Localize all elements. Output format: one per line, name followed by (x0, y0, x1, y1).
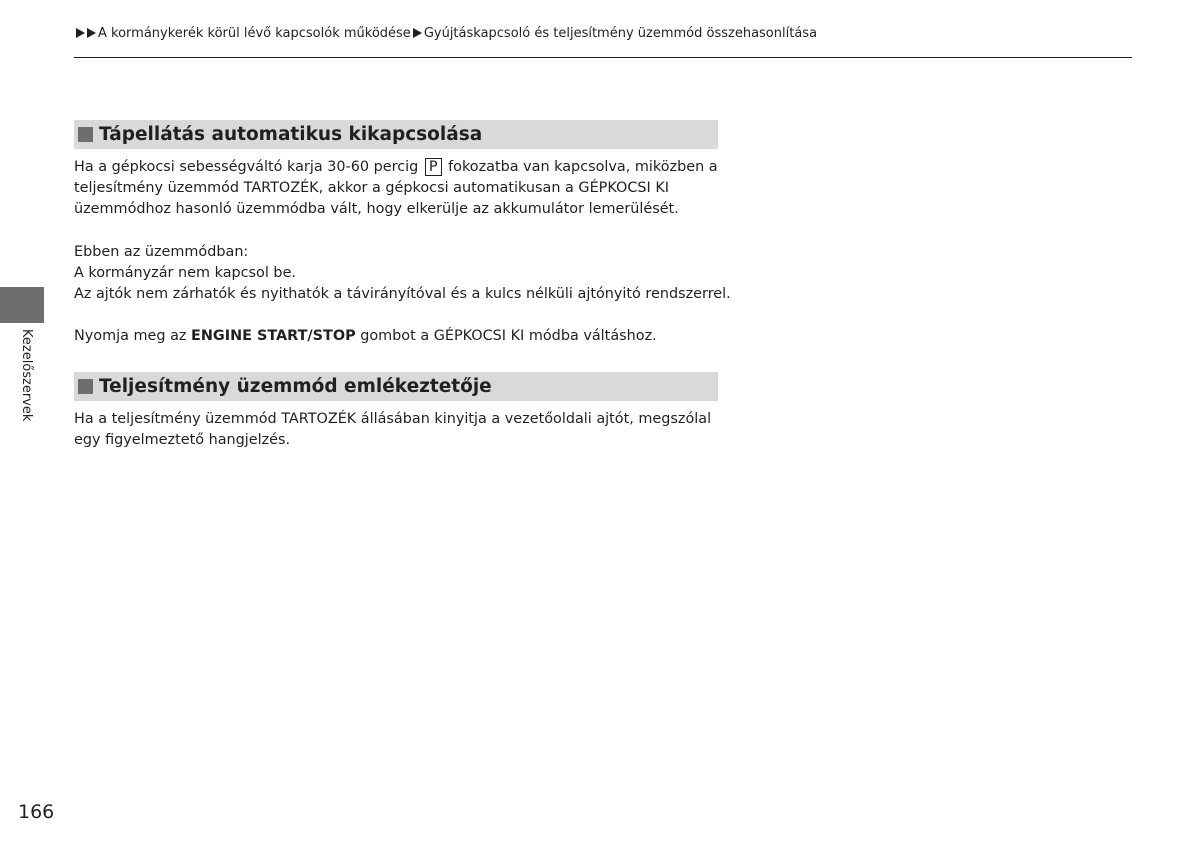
gear-position-p-icon: P (425, 158, 442, 176)
double-arrow-icon (76, 28, 85, 38)
paragraph-line: A kormányzár nem kapcsol be. (74, 264, 296, 281)
paragraph-line: Ebben az üzemmódban: (74, 243, 249, 260)
section-power-mode-reminder (74, 372, 718, 451)
breadcrumb-item-1: A kormánykerék körül lévő kapcsolók működése (98, 26, 411, 41)
paragraph-line: Az ajtók nem zárhatók és nyithatók a távirányítóval és a kulcs nélküli ajtónyitó rendszerrel. (74, 286, 731, 303)
paragraph-line (74, 157, 718, 178)
paragraph-line: egy figyelmeztető hangjelzés. (74, 432, 291, 449)
paragraph-line: üzemmódhoz hasonló üzemmódba vált, hogy elkerülje az akkumulátor lemerülését. (74, 201, 679, 218)
header-divider (74, 57, 1132, 58)
text-run: gombot a GÉPKOCSI KI módba váltáshoz. (360, 328, 657, 345)
text-run: fokozatba van kapcsolva, miközben a (448, 159, 718, 175)
paragraph-line (74, 326, 718, 347)
chapter-tab (0, 287, 44, 323)
section-body (74, 157, 731, 347)
chapter-label: Kezelőszervek (19, 329, 34, 422)
arrow-icon (413, 28, 422, 38)
text-run: Ha a gépkocsi sebességváltó karja 30-60 percig (74, 159, 419, 175)
section-title: Teljesítmény üzemmód emlékeztetője (99, 376, 492, 397)
double-arrow-icon-2 (87, 28, 96, 38)
section-body (74, 409, 718, 451)
paragraph-line: Ha a teljesítmény üzemmód TARTOZÉK állásában kinyitja a vezetőoldali ajtót, megszólal (74, 411, 712, 427)
paragraph-line: teljesítmény üzemmód TARTOZÉK, akkor a gépkocsi automatikusan a GÉPKOCSI KI (74, 180, 670, 197)
breadcrumb (76, 25, 819, 43)
section-auto-power-off (74, 120, 731, 347)
section-title: Tápellátás automatikus kikapcsolása (99, 124, 483, 145)
breadcrumb-item-2: Gyújtáskapcsoló és teljesítmény üzemmód összehasonlítása (423, 26, 818, 41)
page-number: 166 (18, 801, 55, 823)
section-marker-icon (78, 127, 93, 142)
text-run: Nyomja meg az (74, 328, 187, 345)
button-name-text: ENGINE START/STOP (191, 328, 356, 345)
section-header (74, 120, 718, 149)
section-header (74, 372, 718, 401)
section-marker-icon (78, 379, 93, 394)
